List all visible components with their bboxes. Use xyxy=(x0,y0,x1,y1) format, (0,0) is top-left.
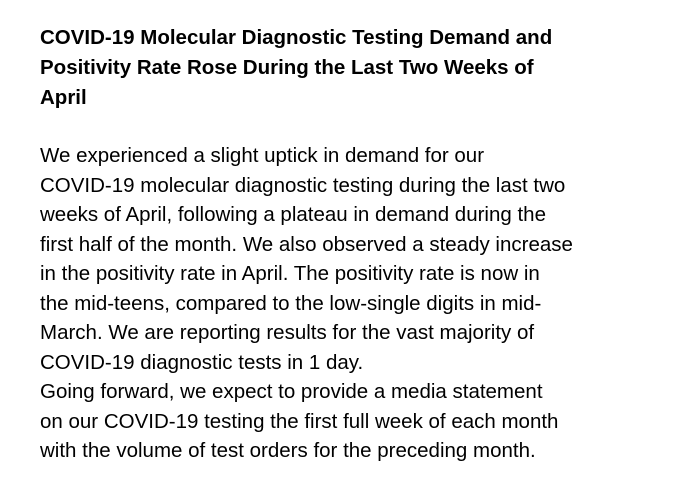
heading-line: Positivity Rate Rose During the Last Two Weeks of xyxy=(40,56,534,79)
body-line: March. We are reporting results for the vast majority of xyxy=(40,321,535,344)
heading-line: April xyxy=(40,86,87,109)
body-line: on our COVID-19 testing the first full week of each month xyxy=(40,409,559,433)
body-line: with the volume of test orders for the preceding month. xyxy=(40,439,536,462)
heading-line: COVID-19 Molecular Diagnostic Testing Demand and xyxy=(40,26,553,49)
body-line: in the positivity rate in April. The positivity rate is now in xyxy=(40,262,540,285)
body-line: the mid-teens, compared to the low-single digits in mid- xyxy=(40,291,542,315)
document xyxy=(40,23,650,466)
body-line: COVID-19 diagnostic tests in 1 day. xyxy=(40,350,364,374)
document-body xyxy=(40,141,650,466)
body-line: We experienced a slight uptick in demand for our xyxy=(40,144,485,167)
body-line: first half of the month. We also observed a steady increase xyxy=(40,232,573,256)
body-line: Going forward, we expect to provide a media statement xyxy=(40,380,543,403)
body-line: COVID-19 molecular diagnostic testing during the last two xyxy=(40,173,566,197)
body-line: weeks of April, following a plateau in demand during the xyxy=(40,203,546,226)
document-heading xyxy=(40,23,650,113)
